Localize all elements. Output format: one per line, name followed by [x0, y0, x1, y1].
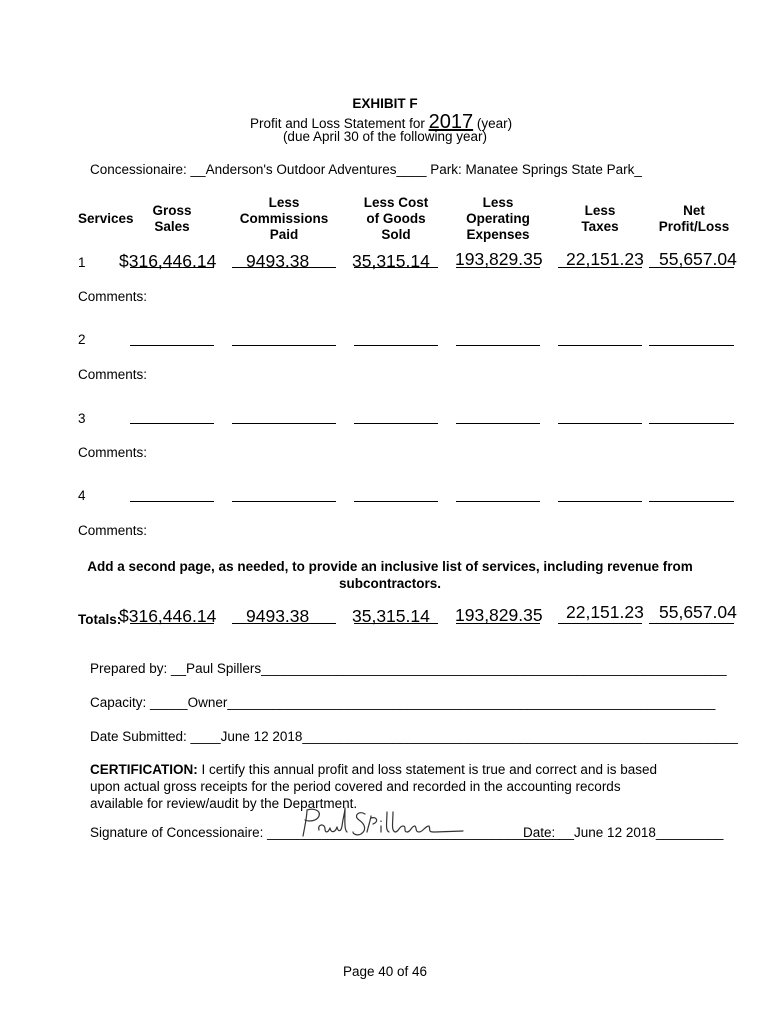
totals-line	[558, 623, 642, 624]
row-line	[130, 345, 214, 346]
totals-taxes: 22,151.23	[566, 602, 644, 622]
comments-label: Comments:	[78, 445, 148, 460]
date-submitted-line: Date Submitted: ____June 12 2018__________________________________________________________	[90, 729, 738, 744]
capacity-line: Capacity: _____Owner_________________________________________________________________	[90, 695, 716, 710]
row-line	[649, 345, 734, 346]
row1-gross: $316,446.14	[119, 251, 217, 271]
totals-label: Totals:	[78, 612, 122, 627]
comments-label: Comments:	[78, 367, 148, 382]
concessionaire-line: Concessionaire: __Anderson's Outdoor Adventures____ Park: Manatee Springs State Park_	[90, 162, 642, 177]
col-taxes-header: Less Taxes	[581, 203, 619, 234]
certification-block: CERTIFICATION: I certify this annual profit and loss statement is true and correct and is based upon actual gross receipts for the period covered and recorded in the accounting records available for review/audit by the Department.	[90, 762, 657, 811]
row-line	[456, 345, 540, 346]
row1-cogs: 35,315.14	[352, 251, 430, 271]
row-line	[130, 423, 214, 424]
row1-operating: 193,829.35	[455, 249, 543, 269]
col-operating-header: Less Operating Expenses	[466, 195, 530, 242]
totals-commissions: 9493.38	[246, 606, 310, 626]
handwritten-signature	[295, 804, 470, 844]
totals-net: 55,657.04	[659, 602, 737, 622]
totals-line	[649, 623, 734, 624]
prepared-by-line: Prepared by: __Paul Spillers______________________________________________________________	[90, 661, 727, 676]
statement-year: 2017	[428, 111, 474, 133]
row-number: 1	[78, 255, 86, 270]
signature-date: Date: __June 12 2018_________	[523, 825, 724, 840]
row-line	[456, 501, 540, 502]
comments-label: Comments:	[78, 289, 148, 304]
comments-label: Comments:	[78, 523, 148, 538]
row-line	[456, 423, 540, 424]
row1-net: 55,657.04	[659, 249, 737, 269]
row-number: 4	[78, 488, 86, 503]
totals-cogs: 35,315.14	[352, 606, 430, 626]
page-number: Page 40 of 46	[342, 964, 428, 979]
row-number: 2	[78, 332, 86, 347]
row-line	[558, 345, 642, 346]
col-services-header: Services	[78, 211, 134, 226]
row-line	[232, 423, 336, 424]
col-gross-header: Gross Sales	[152, 203, 192, 234]
certification-label: CERTIFICATION:	[90, 762, 198, 777]
due-note: (due April 30 of the following year)	[282, 129, 488, 144]
add-page-note: Add a second page, as needed, to provide an inclusive list of services, including revenue from subcontractors.	[87, 559, 693, 591]
exhibit-title: EXHIBIT F	[352, 96, 418, 111]
row-line	[354, 501, 438, 502]
row-line	[232, 345, 336, 346]
statement-prefix: Profit and Loss Statement for	[250, 116, 425, 131]
row-line	[649, 501, 734, 502]
col-commissions-header: Less Commissions Paid	[239, 195, 329, 242]
row-line	[649, 423, 734, 424]
row-line	[558, 501, 642, 502]
row-number: 3	[78, 411, 86, 426]
col-net-header: Net Profit/Loss	[658, 203, 730, 234]
statement-year-suffix: (year)	[476, 116, 513, 131]
totals-operating: 193,829.35	[455, 605, 543, 625]
signature-line: Signature of Concessionaire: _______________________________________	[90, 825, 560, 840]
col-cogs-header: Less Cost of Goods Sold	[363, 195, 429, 242]
row1-commissions: 9493.38	[246, 251, 310, 271]
totals-gross: $316,446.14	[119, 606, 217, 626]
row-line	[232, 501, 336, 502]
row1-taxes: 22,151.23	[566, 249, 644, 269]
row-line	[354, 345, 438, 346]
row-line	[354, 423, 438, 424]
row-line	[130, 501, 214, 502]
row-line	[558, 423, 642, 424]
